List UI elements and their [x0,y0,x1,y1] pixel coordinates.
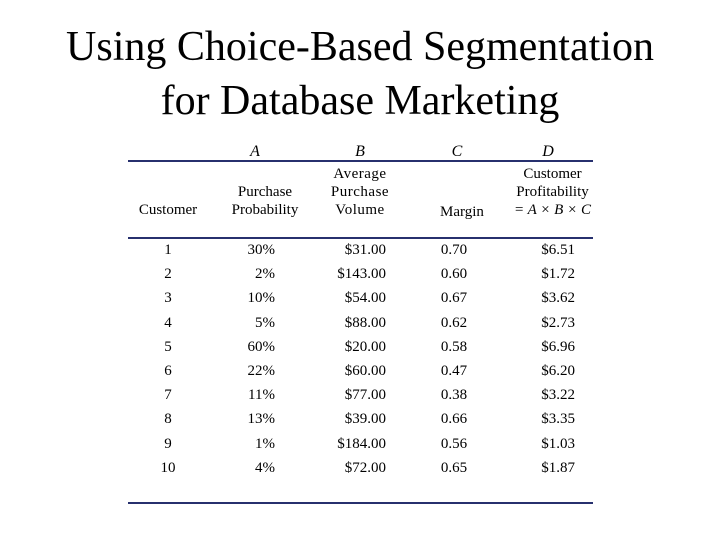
header-vol-line-3: Volume [335,202,385,218]
cell-margin: 0.67 [440,290,468,307]
cell-volume: $60.00 [344,363,386,379]
cell-profitability: $6.20 [541,363,575,379]
header-prob-line-1: Purchase [237,184,293,200]
cell-probability: 10% [247,290,275,307]
cell-margin: 0.58 [440,338,468,355]
cell-customer: 2 [164,266,172,283]
cell-probability: 1% [255,435,275,452]
header-prof-line-2: Profitability [516,184,589,200]
header-customer: Customer [138,202,198,218]
cell-customer: 3 [164,290,172,307]
cell-customer: 6 [164,363,172,379]
cell-customer: 4 [164,314,172,331]
cell-volume: $88.00 [344,314,386,331]
slide-title-line-2: for Database Marketing [160,78,560,124]
cell-customer: 8 [164,411,172,428]
cell-volume: $39.00 [344,411,386,428]
cell-probability: 5% [255,314,275,331]
cell-customer: 10 [160,459,176,476]
cell-profitability: $3.62 [541,290,575,307]
cell-probability: 60% [247,338,275,355]
header-prof-formula: = A × B × C [514,202,591,218]
cell-margin: 0.70 [440,242,468,258]
header-average-purchase-volume [310,165,410,219]
cell-margin: 0.56 [440,435,468,452]
column-letter-a: A [250,143,260,160]
header-vol-line-2: Purchase [330,184,390,200]
cell-margin: 0.38 [440,387,468,404]
table-top-rule [128,160,593,162]
cell-volume: $72.00 [344,459,386,476]
header-customer-profitability [500,165,605,219]
cell-profitability: $6.96 [541,338,575,355]
column-letter-d: D [542,143,554,160]
cell-margin: 0.62 [440,314,468,331]
cell-volume: $77.00 [344,387,386,404]
cell-volume: $184.00 [337,435,386,452]
cell-profitability: $6.51 [541,242,575,258]
cell-customer: 5 [164,338,172,355]
header-prof-line-1: Customer [523,166,582,182]
slide-title-line-1: Using Choice-Based Segmentation [66,24,654,70]
table-bottom-rule [128,502,593,504]
cell-volume: $143.00 [337,266,386,283]
cell-probability: 11% [248,387,275,404]
column-letter-b: B [355,143,365,160]
cell-probability: 30% [247,242,275,258]
cell-probability: 2% [255,266,275,283]
cell-profitability: $1.72 [541,266,575,283]
cell-margin: 0.47 [440,363,468,379]
header-bottom-rule [128,237,593,239]
header-margin: Margin [440,204,484,220]
cell-probability: 13% [247,411,275,428]
header-purchase-probability [215,183,315,219]
cell-profitability: $2.73 [541,314,575,331]
cell-margin: 0.66 [440,411,468,428]
cell-profitability: $1.03 [541,435,575,452]
header-vol-line-1: Average [333,166,387,182]
cell-profitability: $3.22 [541,387,575,404]
cell-profitability: $1.87 [541,459,575,476]
cell-probability: 22% [247,363,275,379]
cell-volume: $31.00 [344,242,386,258]
cell-customer: 7 [164,387,172,404]
cell-customer: 1 [164,242,172,258]
cell-margin: 0.65 [440,459,468,476]
column-letter-c: C [451,143,463,160]
cell-probability: 4% [255,459,275,476]
cell-profitability: $3.35 [541,411,575,428]
cell-customer: 9 [164,435,172,452]
cell-margin: 0.60 [440,266,468,283]
header-prob-line-2: Probability [231,202,299,218]
cell-volume: $54.00 [344,290,386,307]
cell-volume: $20.00 [344,338,386,355]
